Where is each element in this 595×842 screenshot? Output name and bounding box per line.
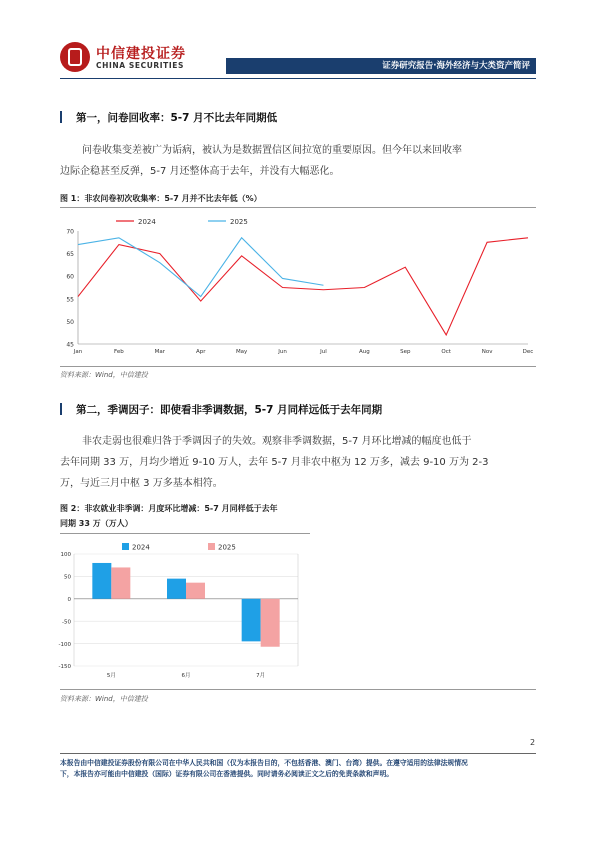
legend-label: 2024 — [132, 543, 150, 552]
bar-2024-6月 — [167, 579, 186, 599]
legend-label: 2025 — [230, 218, 248, 226]
legend-swatch — [208, 543, 215, 550]
report-type-banner: 证券研究报告·海外经济与大类资产简评 — [226, 58, 536, 74]
bar-2024-5月 — [92, 563, 111, 599]
y-tick-label: 50 — [66, 318, 74, 326]
company-logo — [60, 42, 210, 78]
figure-1-top-rule — [60, 207, 536, 208]
y-tick-label: -100 — [58, 641, 71, 648]
x-tick-label: Jul — [320, 349, 327, 355]
section-2-heading — [60, 402, 536, 417]
x-tick-label: Oct — [441, 349, 451, 355]
questionnaire-response-rate-chart — [60, 210, 536, 362]
paragraph-line: 万，与近三月中枢 3 万多基本相符。 — [60, 478, 223, 489]
figure-1-source: 资料来源：Wind，中信建投 — [60, 371, 148, 379]
x-tick-label: Dec — [522, 349, 534, 355]
section-1-paragraph — [60, 140, 542, 182]
paragraph-line: 去年同期 33 万，月均少增近 9-10 万人，去年 5-7 月非农中枢为 12 万多，减去 9-10 万为 2-3 — [60, 457, 489, 468]
figure-2-top-rule — [60, 533, 310, 534]
bar-2025-5月 — [111, 567, 130, 598]
x-tick-label: Nov — [481, 349, 493, 355]
figure-2-title-line-1: 图 2：非农就业非季调：月度环比增减：5-7 月同样低于去年 — [60, 504, 278, 513]
y-tick-label: -50 — [62, 619, 71, 626]
x-tick-label: 5月 — [106, 673, 116, 679]
y-tick-label: 60 — [66, 273, 74, 281]
y-tick-label: -150 — [58, 664, 71, 671]
footer-disclaimer — [60, 758, 536, 780]
logo-english-name: CHINA SECURITIES — [96, 61, 184, 70]
logo-mark-icon — [60, 42, 90, 72]
bar-2024-7月 — [242, 599, 261, 642]
y-tick-label: 100 — [60, 552, 71, 559]
section-2-title: 第二，季调因子：即使看非季调数据，5-7 月同样远低于去年同期 — [76, 404, 383, 416]
figure-1-bottom-rule — [60, 366, 536, 367]
paragraph-line: 边际企稳甚至反弹，5-7 月还整体高于去年，并没有大幅恶化。 — [60, 166, 340, 177]
x-tick-label: Sep — [400, 349, 411, 355]
legend-label: 2024 — [138, 218, 156, 226]
paragraph-line: 非农走弱也很难归咎于季调因子的失效。观察非季调数据，5-7 月环比增减的幅度也低于 — [82, 436, 472, 447]
heading-marker — [60, 403, 62, 415]
heading-marker — [60, 111, 62, 123]
x-tick-label: Mar — [154, 349, 166, 355]
legend-label: 2025 — [218, 543, 236, 552]
x-tick-label: Jun — [278, 349, 287, 355]
y-tick-label: 45 — [66, 341, 74, 349]
y-tick-label: 50 — [64, 574, 71, 581]
paragraph-line: 问卷收集变差被广为诟病，被认为是数据置信区间拉宽的重要原因。但今年以来回收率 — [82, 145, 462, 156]
legend-swatch — [122, 543, 129, 550]
y-tick-label: 0 — [67, 597, 71, 603]
section-1-heading — [60, 110, 536, 125]
x-tick-label: Feb — [114, 349, 124, 355]
bar-2025-6月 — [186, 583, 205, 599]
y-tick-label: 70 — [66, 228, 74, 236]
page-number: 2 — [530, 738, 536, 747]
disclaimer-line: 本报告由中信建投证券股份有限公司在中华人民共和国（仅为本报告目的，不包括香港、澳门、台湾）提供。在遵守适用的法律法规情况 — [60, 759, 468, 767]
logo-chinese-name: 中信建投证券 — [96, 46, 186, 62]
disclaimer-line: 下，本报告亦可能由中信建投（国际）证券有限公司在香港提供。同时请务必阅读正文之后的免责条款和声明。 — [60, 770, 394, 778]
section-2-paragraph — [60, 431, 542, 494]
y-tick-label: 65 — [66, 251, 74, 259]
x-tick-label: 7月 — [256, 673, 266, 679]
nonfarm-nsa-change-chart — [60, 536, 310, 686]
bar-2025-7月 — [261, 599, 280, 647]
x-tick-label: Aug — [358, 349, 370, 355]
section-1-title: 第一，问卷回收率：5-7 月不比去年同期低 — [76, 112, 278, 124]
x-tick-label: 6月 — [181, 673, 191, 679]
figure-2-source: 资料来源：Wind，中信建投 — [60, 695, 148, 703]
x-tick-label: Jan — [73, 349, 83, 355]
header-divider — [60, 78, 536, 79]
footer-divider — [60, 753, 536, 754]
x-tick-label: Apr — [195, 349, 206, 355]
figure-1-title: 图 1：非农问卷初次收集率：5-7 月并不比去年低（%） — [60, 194, 262, 203]
figure-2-title-line-2: 同期 33 万（万人） — [60, 519, 133, 528]
series-line-2024 — [78, 238, 528, 335]
y-tick-label: 55 — [66, 296, 74, 304]
x-tick-label: May — [235, 349, 248, 355]
figure-2-bottom-rule — [60, 689, 536, 690]
